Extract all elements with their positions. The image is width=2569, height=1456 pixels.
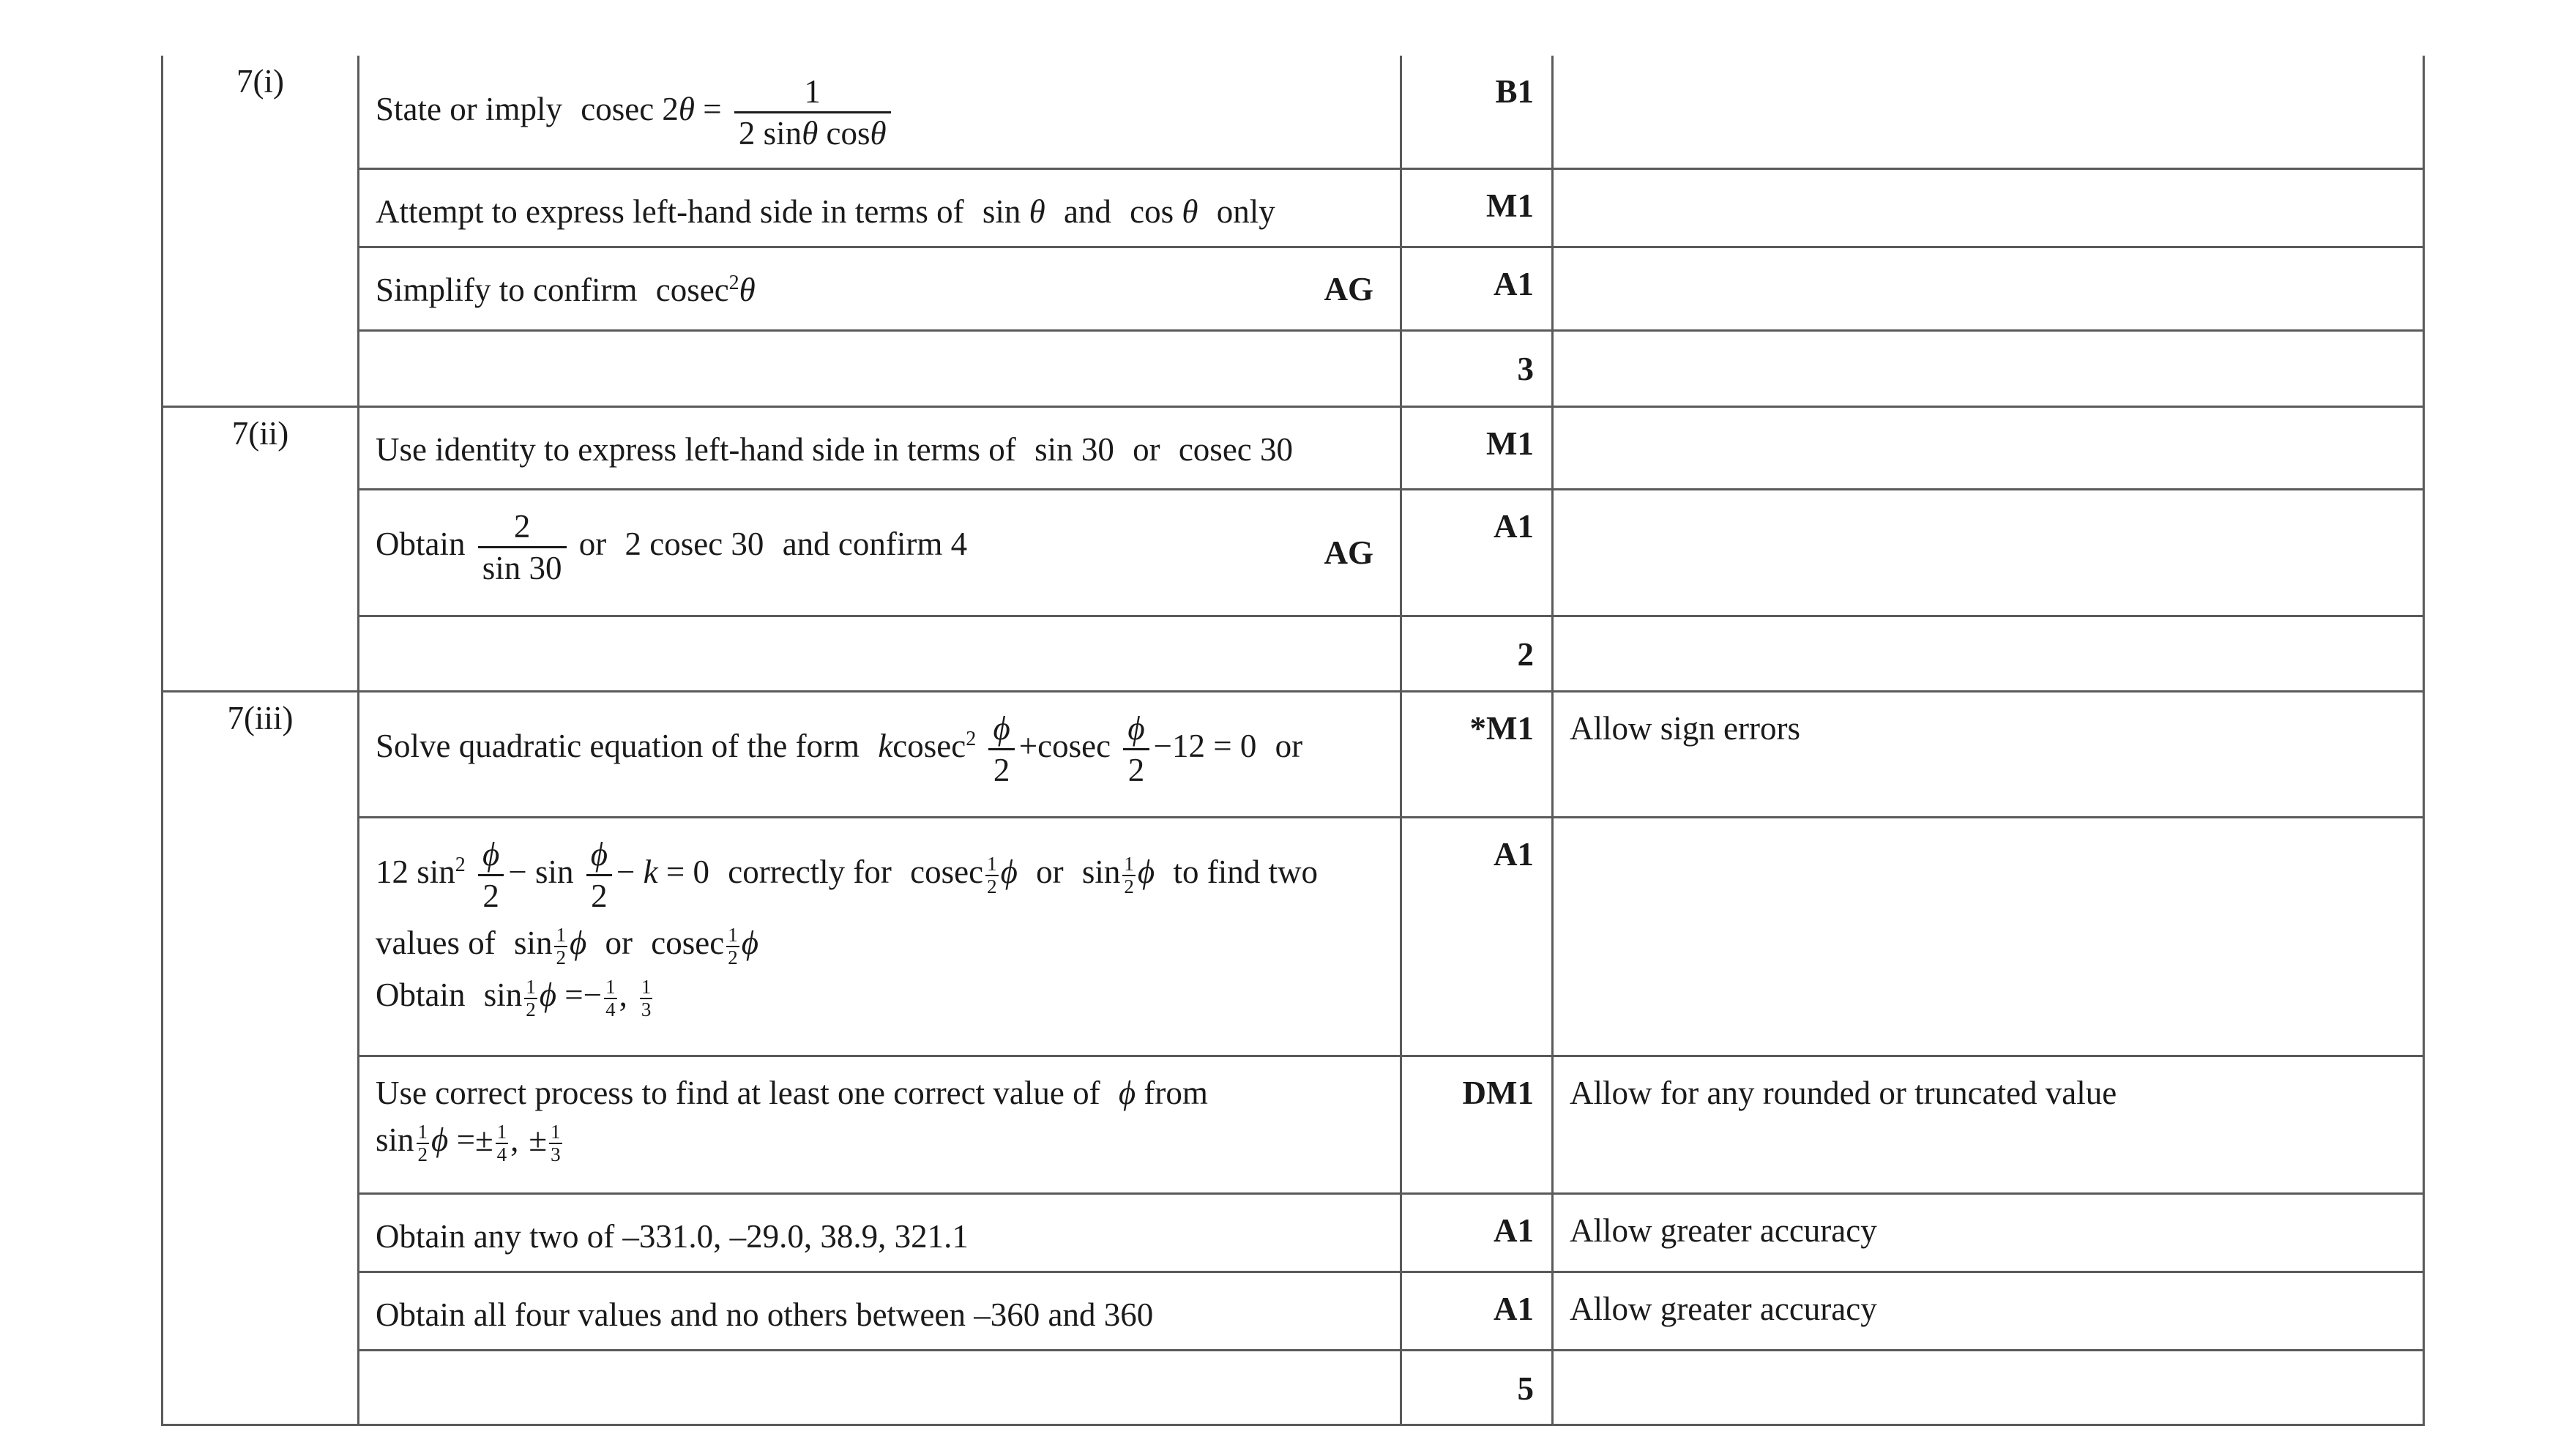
fraction-numerator: 1 [526,976,536,998]
answer-text: or [1275,727,1303,764]
math-symbol: k [643,853,658,890]
guidance-cell: Allow greater accuracy [1553,1272,2424,1351]
fraction-numerator: 2 [513,508,531,545]
fraction-denominator: 2 [728,946,738,968]
answer-cell [359,331,1401,407]
math-symbol: θ [739,272,756,308]
question-label: 7(i) [163,56,359,407]
fraction-numerator: 1 [496,1121,507,1143]
math-text: sin [376,1121,414,1158]
mark-cell: M1 [1401,407,1553,490]
math-text: sin [513,925,553,961]
answer-text: Use correct process to find at least one correct value of [376,1075,1100,1111]
math-text: cosec 30 [1178,431,1294,468]
guidance-cell: Allow greater accuracy [1553,1194,2424,1272]
table-row [163,247,2424,331]
answer-text: only [1216,193,1275,230]
math-text: − [616,853,635,890]
answer-text: and [1063,193,1111,230]
table-row [163,1056,2424,1194]
answer-cell [359,407,1401,490]
math-fraction [726,925,739,968]
fraction-numerator: 1 [1124,853,1134,876]
math-text: + [1018,727,1038,764]
answer-text: Simplify to confirm [376,272,638,308]
answer-text: values of [376,925,496,961]
fraction-numerator: 1 [987,853,997,876]
math-fraction [640,977,653,1020]
math-fraction [985,854,999,897]
fraction-numerator: 1 [804,73,821,110]
answer-text: or [578,525,607,562]
table-row [163,616,2424,692]
fraction-denominator: 3 [641,998,652,1020]
math-fraction [417,1121,430,1165]
answer-cell: Obtain any two of –331.0, –29.0, 38.9, 321.1 [359,1194,1401,1272]
math-text: cos [826,115,870,152]
guidance-cell [1553,56,2424,169]
math-text: cosec [655,272,729,308]
mark-scheme-table [161,56,2425,1426]
table-row [163,1272,2424,1351]
math-symbol: θ [802,115,819,152]
total-mark: 2 [1401,616,1553,692]
fraction-denominator [734,111,891,153]
answer-cell [359,490,1401,616]
math-text: ± [474,1121,493,1158]
guidance-cell [1553,616,2424,692]
math-text: = 0 [665,853,710,890]
answer-line [376,1073,1384,1113]
math-superscript: 2 [728,272,739,294]
answer-line [376,923,1384,968]
math-text: = [703,90,722,127]
math-fraction [496,1121,509,1165]
fraction-denominator: 2 [988,748,1014,790]
mark-cell: A1 [1401,818,1553,1056]
fraction-numerator: ϕ [993,710,1010,747]
math-symbol: ϕ [741,925,758,961]
answer-line [376,1120,1384,1165]
math-text: sin [763,115,802,152]
fraction-numerator: ϕ [482,836,500,873]
math-symbol: ϕ [1137,853,1155,890]
fraction-numerator: 1 [551,1121,561,1143]
answer-cell [359,169,1401,247]
mark-cell: DM1 [1401,1056,1553,1194]
answer-text: and confirm 4 [782,525,968,562]
mark-cell: A1 [1401,247,1553,331]
math-text: sin 30 [1034,431,1114,468]
answer-cell [359,56,1401,169]
fraction-denominator: 2 [1123,748,1149,790]
math-text: 2 [662,90,679,127]
mark-cell: *M1 [1401,692,1553,818]
table-row [163,56,2424,169]
math-fraction [1122,854,1136,897]
math-text: , [619,977,627,1014]
answer-text: Attempt to express left-hand side in terms of [376,193,964,230]
math-text: sin [1081,853,1121,890]
mark-cell: B1 [1401,56,1553,169]
mark-cell: A1 [1401,1272,1553,1351]
answer-text: or [1133,431,1160,468]
math-symbol: ϕ [1118,1075,1136,1111]
guidance-cell [1553,1351,2424,1425]
total-mark: 5 [1401,1351,1553,1425]
math-fraction [988,709,1014,790]
fraction-numerator: 1 [556,924,566,947]
fraction-numerator: 1 [605,976,616,998]
table-row [163,331,2424,407]
guidance-cell [1553,331,2424,407]
question-label: 7(ii) [163,407,359,692]
answer-cell [359,616,1401,692]
answer-text: from [1144,1075,1208,1111]
math-fraction [554,925,567,968]
total-mark: 3 [1401,331,1553,407]
answer-cell [359,818,1401,1056]
guidance-cell [1553,818,2424,1056]
math-text: − [583,977,603,1014]
answer-text: to find two [1173,853,1318,890]
table-row [163,1351,2424,1425]
math-text: cosec [892,727,966,764]
math-text: cosec [1037,727,1111,764]
answer-cell [359,1351,1401,1425]
fraction-numerator: 1 [728,924,738,947]
math-symbol: θ [678,90,696,127]
math-text: , [510,1121,519,1158]
guidance-cell [1553,407,2424,490]
math-symbol: ϕ [539,977,557,1014]
math-text: = [456,1121,475,1158]
answer-cell [359,692,1401,818]
fraction-numerator: 1 [641,976,652,998]
answer-text: or [1036,853,1064,890]
fraction-denominator: 2 [417,1143,428,1165]
guidance-cell [1553,247,2424,331]
answer-text: correctly for [728,853,892,890]
guidance-cell: Allow for any rounded or truncated value [1553,1056,2424,1194]
answer-cell: Obtain all four values and no others between –360 and 360 [359,1272,1401,1351]
guidance-cell [1553,169,2424,247]
math-fraction [478,507,567,588]
math-fraction [524,977,537,1020]
answer-line [376,835,1384,916]
answer-text: Solve quadratic equation of the form [376,727,860,764]
answer-text: Obtain [376,977,466,1014]
math-text: cos [1130,193,1174,230]
fraction-denominator: 3 [551,1143,561,1165]
fraction-denominator: 2 [1124,875,1134,897]
answer-given-label: AG [1324,270,1373,307]
math-fraction [734,72,891,153]
math-symbol: θ [1029,193,1045,230]
answer-cell [359,1056,1401,1194]
fraction-denominator: 2 [556,946,566,968]
math-fraction [604,977,617,1020]
fraction-denominator: 2 [987,875,997,897]
fraction-denominator: 2 [586,874,612,916]
guidance-cell [1553,490,2424,616]
answer-text: or [605,925,633,961]
fraction-numerator: ϕ [1127,710,1145,747]
fraction-numerator: ϕ [590,836,608,873]
math-text: 2 [738,115,756,152]
math-text: sin [483,977,523,1014]
fraction-denominator: 2 [526,998,536,1020]
fraction-numerator: 1 [417,1121,428,1143]
answer-text: Obtain [376,525,466,562]
answer-text: Use identity to express left-hand side in terms of [376,431,1016,468]
table-row [163,490,2424,616]
math-text: cosec [581,90,655,127]
math-symbol: ϕ [1000,853,1018,890]
guidance-cell: Allow sign errors [1553,692,2424,818]
answer-cell [359,247,1401,331]
math-symbol: ϕ [431,1121,449,1158]
answer-line [376,975,1384,1020]
math-text: 2 cosec 30 [624,525,764,562]
math-text: cosec [910,853,984,890]
math-text: = [564,977,583,1014]
table-row [163,169,2424,247]
fraction-denominator: 4 [605,998,616,1020]
math-text: cosec [651,925,725,961]
question-label: 7(iii) [163,692,359,1425]
table-row [163,407,2424,490]
math-text: 12 sin [376,853,455,890]
table-row [163,1194,2424,1272]
math-fraction [1123,709,1149,790]
mark-cell: A1 [1401,490,1553,616]
fraction-denominator: 4 [496,1143,507,1165]
fraction-denominator: sin 30 [478,546,567,588]
math-text: sin [982,193,1021,230]
table-row [163,818,2424,1056]
math-symbol: k [878,727,893,764]
math-fraction [586,835,612,916]
math-symbol: ϕ [569,925,587,961]
math-symbol: θ [870,115,887,152]
math-superscript: 2 [455,853,466,876]
math-text: ± [529,1121,548,1158]
answer-text: State or imply [376,90,562,127]
math-symbol: θ [1182,193,1198,230]
mark-cell: A1 [1401,1194,1553,1272]
fraction-denominator: 2 [478,874,504,916]
math-fraction [549,1121,562,1165]
math-text: −12 = 0 [1153,727,1257,764]
math-superscript: 2 [966,727,977,750]
mark-cell: M1 [1401,169,1553,247]
table-row [163,692,2424,818]
math-text: − sin [508,853,574,890]
answer-given-label: AG [1324,534,1373,571]
math-fraction [478,835,504,916]
